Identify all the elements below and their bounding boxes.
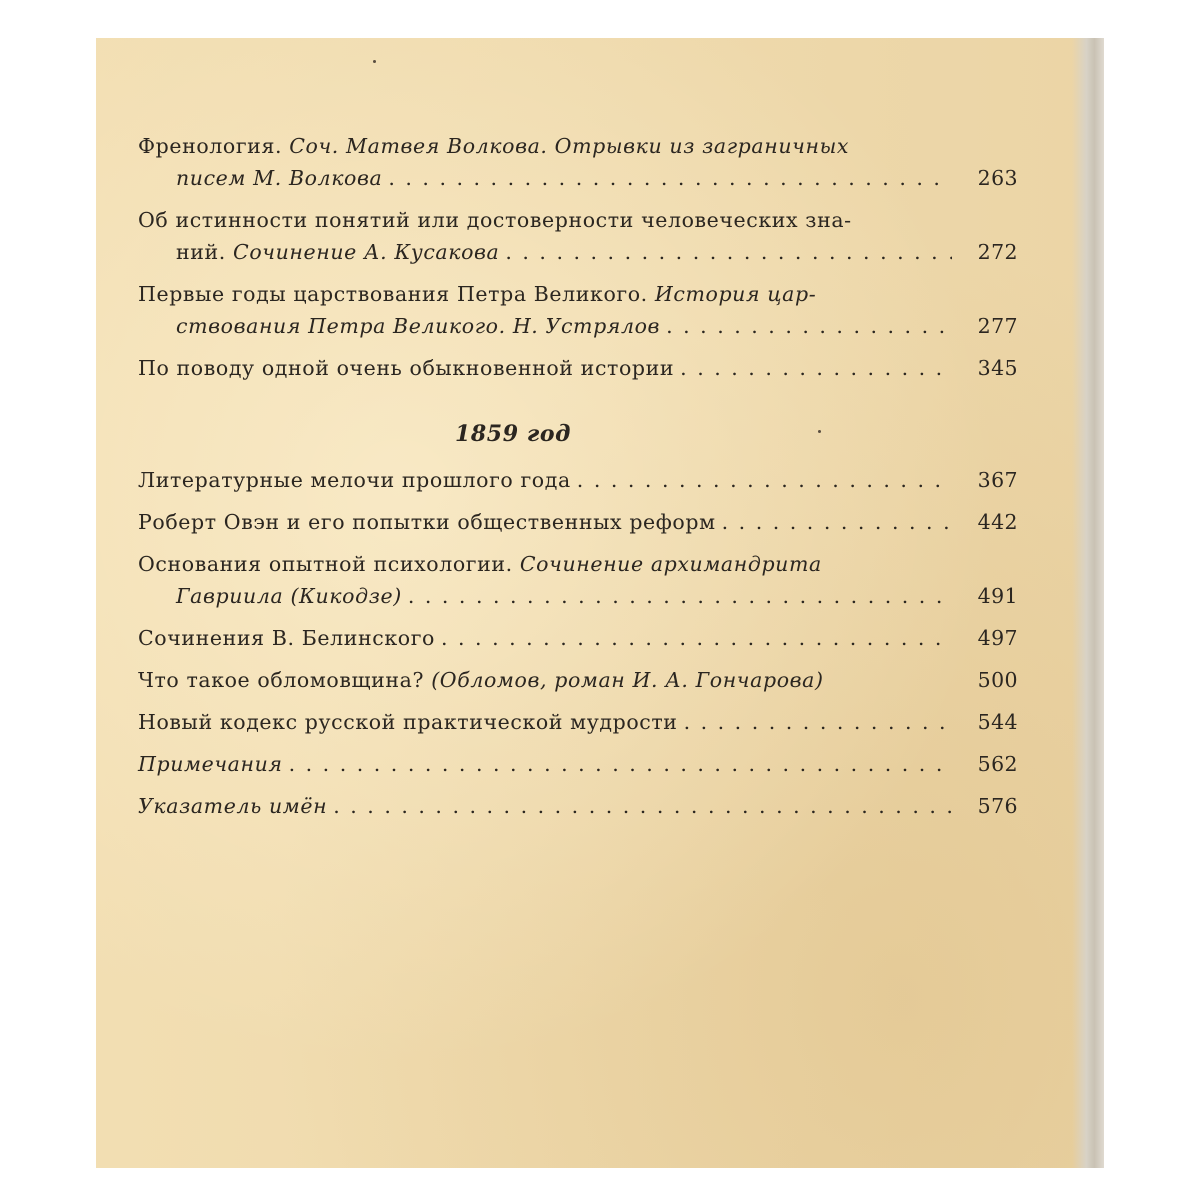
toc-entry	[138, 790, 1018, 822]
toc-entry-text	[138, 352, 674, 384]
toc-entry	[138, 664, 1018, 696]
page-number: 500	[977, 668, 1018, 692]
toc-entry-title: Первые годы царствования Петра Великого.	[138, 282, 655, 306]
page-number: 497	[977, 626, 1018, 650]
page-number: 576	[977, 794, 1018, 818]
toc-entry-continuation-line	[138, 310, 1018, 342]
toc-entry-title: ний.	[176, 240, 234, 264]
page-number: 277	[977, 314, 1018, 338]
toc-entry-title-line	[138, 130, 1018, 162]
page-number: 263	[977, 166, 1018, 190]
page-number: 562	[977, 752, 1018, 776]
page-number: 367	[977, 468, 1018, 492]
toc-entry	[138, 548, 1018, 612]
toc-entry-title-line	[138, 204, 1018, 236]
toc-entry	[138, 352, 1018, 384]
dot-leader	[684, 706, 952, 738]
toc-entry-text	[138, 278, 816, 310]
toc-entry-title-line	[138, 790, 1018, 822]
toc-entry	[138, 204, 1018, 268]
page-edge	[1072, 38, 1104, 1168]
toc-entry-title: Роберт Овэн и его попытки общественных реформ	[138, 510, 716, 534]
toc-entry-title: Об истинности понятий или достоверности человеческих зна-	[138, 208, 852, 232]
toc-entry	[138, 748, 1018, 780]
dot-leader	[722, 506, 952, 538]
toc-entry-title-line	[138, 278, 1018, 310]
toc-entry-text	[176, 580, 402, 612]
toc-section-1858	[138, 130, 1018, 384]
toc-entry-text	[138, 664, 824, 696]
book-page	[96, 38, 1104, 1168]
toc-entry-subtitle: писем М. Волкова	[176, 166, 383, 190]
page-number: 544	[977, 710, 1018, 734]
table-of-contents	[138, 130, 1018, 832]
toc-entry-title-line	[138, 464, 1018, 496]
toc-entry-continuation-line	[138, 580, 1018, 612]
toc-section-1859	[138, 464, 1018, 822]
dot-leader	[333, 790, 952, 822]
toc-entry-title-line	[138, 706, 1018, 738]
toc-entry-text	[138, 506, 716, 538]
dot-leader	[408, 580, 952, 612]
toc-entry-continuation-line	[138, 162, 1018, 194]
toc-entry-text	[138, 464, 571, 496]
ink-speck	[373, 60, 376, 63]
toc-entry-title-line	[138, 664, 1018, 696]
toc-entry	[138, 706, 1018, 738]
toc-entry-title-line	[138, 506, 1018, 538]
toc-entry-text	[138, 706, 678, 738]
toc-entry-title: Основания опытной психологии.	[138, 552, 520, 576]
toc-entry-title: Что такое обломовщина?	[138, 668, 432, 692]
toc-entry-text	[138, 130, 849, 162]
toc-entry	[138, 622, 1018, 654]
page-number: 442	[977, 510, 1018, 534]
toc-entry	[138, 506, 1018, 538]
toc-entry-text	[138, 204, 852, 236]
dot-leader	[505, 236, 952, 268]
toc-entry-title-line	[138, 748, 1018, 780]
toc-entry-subtitle: Сочинение А. Кусакова	[233, 240, 500, 264]
dot-leader	[680, 352, 952, 384]
toc-entry-text	[176, 236, 499, 268]
dot-leader	[388, 162, 952, 194]
toc-entry-text	[138, 790, 327, 822]
toc-entry-text	[138, 548, 822, 580]
year-heading: 1859 год	[454, 421, 572, 447]
toc-entry-title: Новый кодекс русской практической мудрости	[138, 710, 678, 734]
page-number: 272	[977, 240, 1018, 264]
toc-entry-subtitle: Гавриила (Кикодзе)	[176, 584, 402, 608]
toc-entry	[138, 130, 1018, 194]
page-number: 491	[977, 584, 1018, 608]
toc-entry-title: Френология.	[138, 134, 290, 158]
toc-entry-title-line	[138, 352, 1018, 384]
toc-entry-text	[176, 162, 382, 194]
toc-entry-title-line	[138, 622, 1018, 654]
dot-leader	[666, 310, 952, 342]
toc-entry-text	[138, 748, 283, 780]
toc-entry-subtitle: ствования Петра Великого. Н. Устрялов	[176, 314, 661, 338]
dot-leader	[289, 748, 952, 780]
toc-entry-title: Литературные мелочи прошлого года	[138, 468, 571, 492]
page-number: 345	[977, 356, 1018, 380]
toc-entry-subtitle: Соч. Матвея Волкова. Отрывки из заграничных	[289, 134, 850, 158]
toc-entry-continuation-line	[138, 236, 1018, 268]
toc-entry-title: По поводу одной очень обыкновенной истории	[138, 356, 675, 380]
toc-entry-subtitle: История цар-	[654, 282, 817, 306]
toc-entry-subtitle: (Обломов, роман И. А. Гончарова)	[431, 668, 824, 692]
toc-entry-title-line	[138, 548, 1018, 580]
toc-entry-text	[138, 622, 435, 654]
toc-entry-subtitle: Примечания	[138, 752, 283, 776]
toc-entry-title: Сочинения В. Белинского	[138, 626, 435, 650]
toc-entry-subtitle: Сочинение архимандрита	[519, 552, 822, 576]
dot-leader	[577, 464, 952, 496]
toc-entry-subtitle: Указатель имён	[138, 794, 328, 818]
toc-entry	[138, 278, 1018, 342]
toc-entry-text	[176, 310, 660, 342]
dot-leader	[441, 622, 952, 654]
toc-entry	[138, 464, 1018, 496]
